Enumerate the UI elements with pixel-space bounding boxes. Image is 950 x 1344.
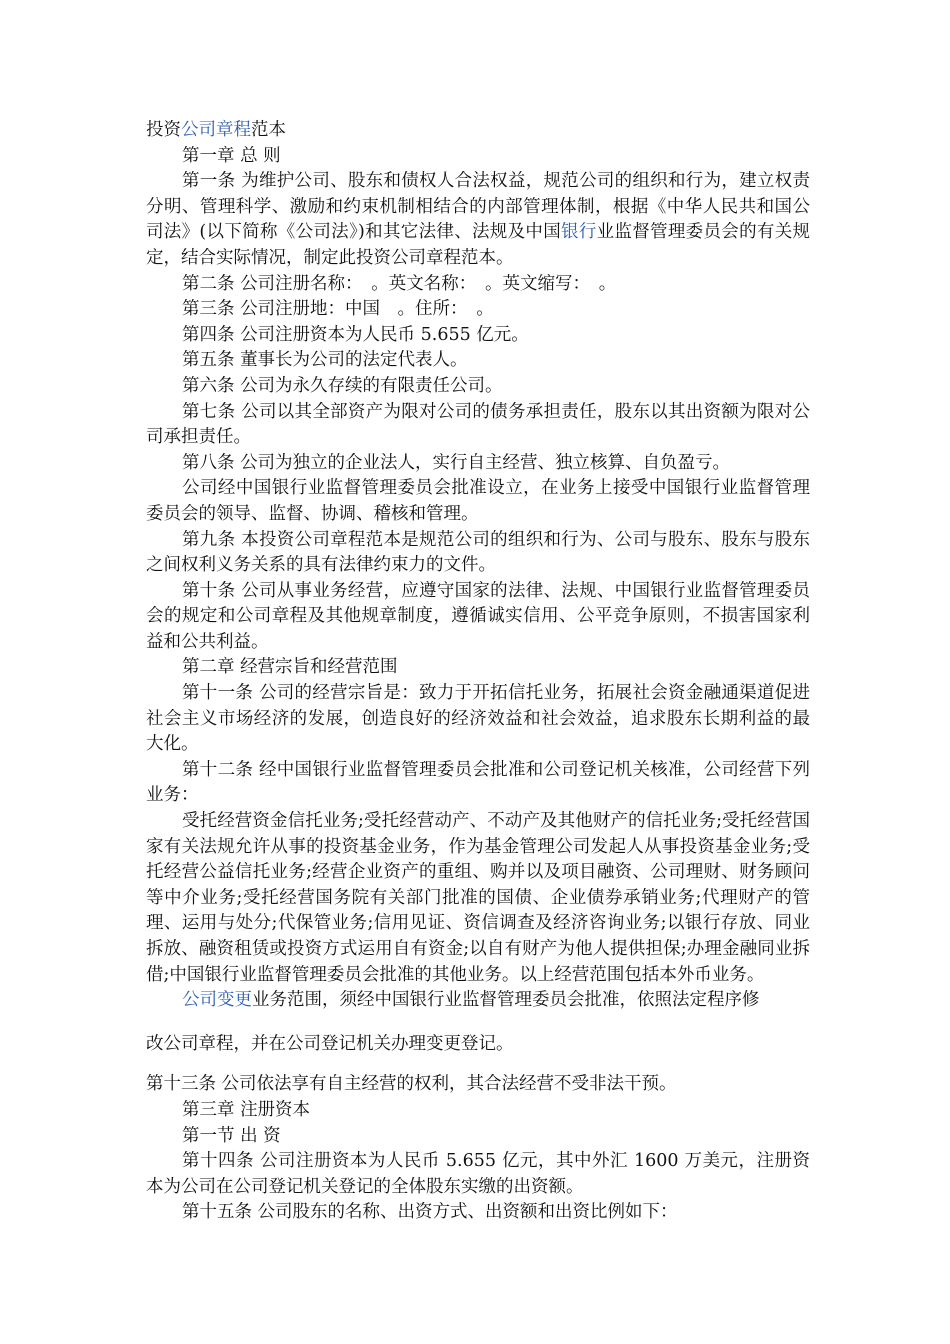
paragraph: 第八条 公司为独立的企业法人，实行自主经营、独立核算、自负盈亏。 — [182, 452, 731, 473]
paragraph: 第十四条 公司注册资本为人民币 5.655 亿元，其中外汇 1600 万美元，注册资本为公司在公司登记机关登记的全体股东实缴的出资额。 — [146, 1151, 810, 1197]
paragraph: 第三章 注册资本 — [182, 1099, 311, 1120]
paragraph: 第七条 公司以其全部资产为限对公司的债务承担责任，股东以其出资额为限对公司承担责任。 — [146, 401, 810, 448]
paragraph: 第十一条 公司的经营宗旨是：致力于开拓信托业务，拓展社会资金融通渠道促进社会主义市场经济的发展，创造良好的经济效益和社会效益，追求股东长期利益的最大化。 — [146, 683, 810, 755]
paragraph-text: 业务范围，须经中国银行业监督管理委员会批准，依照法定程序修 — [252, 990, 760, 1011]
paragraph-text: 第一条 为维护公司、股东和债权人合法权益，规范公司的组织和行为，建立权责分明、管理科学、激励和约束机制相结合的内部管理体制，根据《中华人民共和国公司法》(以下简称《公司法》)和其它法律、法规及中国 — [146, 171, 810, 243]
document-body — [146, 144, 810, 1226]
paragraph: 第九条 本投资公司章程范本是规范公司的组织和行为、公司与股东、股东与股东之间权利义务关系的具有法律约束力的文件。 — [146, 529, 810, 576]
inline-link[interactable]: 银行 — [561, 222, 597, 243]
paragraph: 第三条 公司注册地：中国 。住所： 。 — [182, 299, 494, 320]
paragraph: 改公司章程，并在公司登记机关办理变更登记。 — [146, 1033, 514, 1054]
paragraph: 第二条 公司注册名称： 。英文名称： 。英文缩写： 。 — [182, 273, 617, 294]
paragraph: 第二章 经营宗旨和经营范围 — [182, 657, 398, 678]
paragraph: 第十条 公司从事业务经营，应遵守国家的法律、法规、中国银行业监督管理委员会的规定和公司章程及其他规章制度，遵循诚实信用、公平竞争原则，不损害国家利益和公共利益。 — [146, 580, 810, 652]
document-title — [146, 118, 810, 144]
paragraph: 受托经营资金信托业务;受托经营动产、不动产及其他财产的信托业务;受托经营国家有关法规允许从事的投资基金业务，作为基金管理公司发起人从事投资基金业务;受托经营公益信托业务;经营企业资产的重组、购并以及项目融资、公司理财、财务顾问等中介业务;受托经营国务院有关部门批准的国债、企业债券承销业务;代理财产的管理、运用与处分;代保管业务;信用见证、资信调查及经济咨询业务;以银行存放、同业拆放、融资租赁或投资方式运用自有资金;以自有财产为他人提供担保;办理金融同业拆借;中国银行业监督管理委员会批准的其他业务。以上经营范围包括本外币业务。 — [146, 811, 810, 985]
paragraph: 第四条 公司注册资本为人民币 5.655 亿元。 — [182, 324, 529, 345]
document-page — [146, 118, 810, 1226]
paragraph: 公司经中国银行业监督管理委员会批准设立，在业务上接受中国银行业监督管理委员会的领导、监督、协调、稽核和管理。 — [146, 478, 810, 524]
inline-link[interactable]: 公司变更 — [182, 990, 252, 1011]
paragraph: 第一章 总 则 — [182, 145, 281, 166]
title-suffix: 范本 — [251, 120, 286, 140]
paragraph — [146, 988, 810, 1014]
paragraph: 第十三条 公司依法享有自主经营的权利，其合法经营不受非法干预。 — [146, 1074, 677, 1095]
title-prefix: 投资 — [146, 120, 181, 140]
paragraph-text: 业监督管理委员会的有关规定，结合实际情况，制定此投资公司章程范本。 — [146, 222, 811, 268]
paragraph: 第十五条 公司股东的名称、出资方式、出资额和出资比例如下： — [182, 1202, 678, 1223]
paragraph: 第五条 董事长为公司的法定代表人。 — [182, 350, 468, 371]
paragraph: 第六条 公司为永久存续的有限责任公司。 — [182, 375, 503, 396]
title-link[interactable]: 公司章程 — [181, 120, 251, 140]
paragraph — [146, 169, 810, 271]
paragraph: 第十二条 经中国银行业监督管理委员会批准和公司登记机关核准，公司经营下列业务： — [146, 759, 810, 806]
paragraph: 第一节 出 资 — [182, 1125, 281, 1146]
